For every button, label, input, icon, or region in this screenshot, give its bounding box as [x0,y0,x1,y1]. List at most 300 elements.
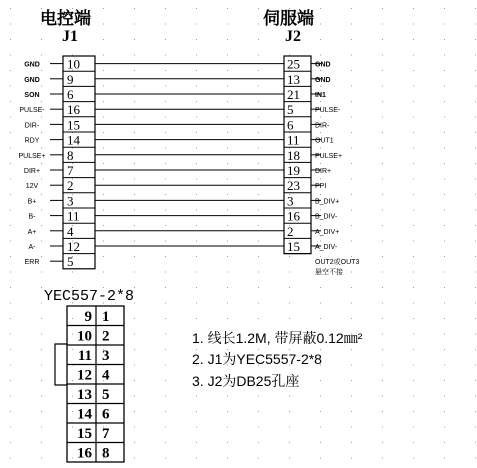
grid-dot [103,101,104,102]
grid-dot [41,256,42,257]
grid-dot [258,303,259,304]
grid-dot [41,334,42,335]
wiring-table [18,56,359,269]
grid-dot [227,117,228,118]
grid-dot [258,24,259,25]
grid-dot [227,256,228,257]
grid-dot [165,256,166,257]
grid-dot [475,396,476,397]
grid-dot [41,380,42,381]
grid-dot [351,272,352,273]
grid-dot [165,55,166,56]
j2-pin-number: 16 [287,208,300,224]
grid-dot [72,427,73,428]
grid-dot [10,179,11,180]
grid-dot [10,458,11,459]
grid-dot [475,117,476,118]
grid-dot [475,132,476,133]
j2-pin-number: 15 [287,239,300,254]
grid-dot [165,8,166,9]
j1-label: J1 [62,28,78,45]
grid-dot [351,70,352,71]
note-2: 2. J1为YEC5557-2*8 [192,351,322,367]
grid-dot [103,163,104,164]
grid-dot [165,427,166,428]
j1-pin-number: 11 [67,208,80,224]
grid-dot [103,194,104,195]
grid-dot [165,349,166,350]
connector-pin-left: 14 [77,406,92,423]
grid-dot [258,70,259,71]
grid-dot [196,427,197,428]
grid-dot [258,442,259,443]
grid-dot [196,411,197,412]
grid-dot [10,8,11,9]
connector-pin-left: 12 [77,367,92,384]
j2-signal-label: PULSE- [315,107,341,115]
connector-pin-left: 15 [77,426,92,442]
j2-title: 伺服端 [263,9,314,28]
grid-dot [41,70,42,71]
grid-dot [413,272,414,273]
grid-dot [41,427,42,428]
grid-dot [196,396,197,397]
grid-dot [103,179,104,180]
grid-dot [444,458,445,459]
j2-signal-label: PULSE+ [315,152,343,160]
grid-dot [227,318,228,319]
grid-dot [134,148,135,149]
grid-dot [289,396,290,397]
grid-dot [382,210,383,211]
grid-dot [258,55,259,56]
grid-dot [258,39,259,40]
grid-dot [444,334,445,335]
j2-signal-label: IN1 [315,92,326,99]
grid-dot [258,349,259,350]
grid-dot [165,396,166,397]
grid-dot [382,117,383,118]
grid-dot [103,86,104,87]
grid-dot [196,272,197,273]
grid-dot [320,287,321,288]
grid-dot [475,458,476,459]
grid-dot [351,194,352,195]
grid-dot [10,411,11,412]
grid-dot [289,287,290,288]
grid-dot [41,225,42,226]
grid-dot [41,55,42,56]
grid-dot [227,241,228,242]
grid-dot [227,163,228,164]
grid-dot [165,411,166,412]
grid-dot [413,256,414,257]
grid-dot [413,8,414,9]
grid-dot [444,303,445,304]
grid-dot [196,241,197,242]
grid-dot [413,396,414,397]
grid-dot [413,39,414,40]
grid-dot [227,55,228,56]
grid-dot [196,194,197,195]
j1-pin-number: 16 [67,102,80,118]
grid-dot [165,70,166,71]
j2-pin-number: 21 [287,87,300,102]
grid-dot [134,70,135,71]
connector-pin-right: 6 [102,406,110,423]
grid-dot [444,148,445,149]
grid-dot [475,241,476,242]
grid-dot [41,241,42,242]
grid-dot [103,132,104,133]
grid-dot [227,101,228,102]
grid-dot [258,179,259,180]
grid-dot [475,210,476,211]
grid-dot [10,365,11,366]
grid-dot [444,117,445,118]
grid-dot [413,148,414,149]
grid-dot [134,411,135,412]
grid-dot [351,132,352,133]
grid-dot [382,39,383,40]
grid-dot [382,380,383,381]
grid-dot [165,101,166,102]
grid-dot [351,349,352,350]
j1-pin-number: 8 [67,147,74,163]
grid-dot [10,210,11,211]
grid-dot [320,396,321,397]
grid-dot [320,39,321,40]
grid-dot [444,39,445,40]
grid-dot [382,442,383,443]
grid-dot [382,8,383,9]
grid-dot [351,458,352,459]
grid-dot [320,427,321,428]
grid-dot [10,287,11,288]
grid-dot [351,365,352,366]
grid-dot [134,132,135,133]
grid-dot [72,411,73,412]
j1-title: 电控端 [40,9,91,28]
grid-dot [134,287,135,288]
grid-dot [382,256,383,257]
j1-signal-label: A- [28,244,36,251]
grid-dot [351,442,352,443]
grid-dot [444,225,445,226]
grid-dot [413,380,414,381]
grid-dot [382,70,383,71]
grid-dot [134,380,135,381]
connector-pin-left: 16 [77,445,92,462]
grid-dot [103,225,104,226]
grid-dot [41,39,42,40]
grid-dot [165,287,166,288]
grid-dot [41,287,42,288]
grid-dot [382,396,383,397]
grid-dot [382,241,383,242]
connector-pin-left: 13 [77,387,92,403]
grid-dot [41,163,42,164]
grid-dot [475,101,476,102]
grid-dot [134,225,135,226]
grid-dot [10,272,11,273]
grid-dot [444,427,445,428]
grid-dot [475,411,476,412]
grid-dot [413,194,414,195]
grid-dot [165,24,166,25]
grid-dot [320,86,321,87]
grid-dot [444,365,445,366]
grid-dot [320,411,321,412]
grid-dot [103,24,104,25]
grid-dot [320,303,321,304]
grid-dot [413,303,414,304]
grid-dot [413,349,414,350]
j2-signal-label: A_DIV- [315,244,338,251]
grid-dot [475,318,476,319]
grid-dot [10,101,11,102]
grid-dot [444,287,445,288]
grid-dot [320,318,321,319]
grid-dot [351,148,352,149]
j2-signal-label: OUT1 [315,137,334,145]
j2-signal-label: GND [315,76,331,84]
grid-dot [351,287,352,288]
grid-dot [41,396,42,397]
grid-dot [227,8,228,9]
grid-dot [41,349,42,350]
grid-dot [227,396,228,397]
grid-dot [41,148,42,149]
grid-dot [103,8,104,9]
grid-dot [258,210,259,211]
grid-dot [444,411,445,412]
grid-dot [382,163,383,164]
grid-dot [351,427,352,428]
grid-dot [475,86,476,87]
grid-dot [351,241,352,242]
grid-dot [103,70,104,71]
grid-dot [41,210,42,211]
note-3: 3. J2为DB25孔座 [192,373,300,389]
grid-dot [227,132,228,133]
grid-dot [413,442,414,443]
grid-dot [382,365,383,366]
grid-dot [227,86,228,87]
grid-dot [382,194,383,195]
grid-dot [475,148,476,149]
connector-pin-right: 1 [102,309,110,325]
grid-dot [413,210,414,211]
grid-dot [320,225,321,226]
grid-dot [227,179,228,180]
grid-dot [382,24,383,25]
grid-dot [227,210,228,211]
connector-pin-left: 9 [84,309,92,325]
grid-dot [258,411,259,412]
j1-signal-label: PULSE+ [18,152,46,160]
grid-dot [10,225,11,226]
grid-dot [165,272,166,273]
grid-dot [258,272,259,273]
grid-dot [10,132,11,133]
grid-dot [196,225,197,226]
connector-pin-right: 5 [102,387,110,403]
grid-dot [72,349,73,350]
grid-dot [475,55,476,56]
grid-dot [258,256,259,257]
grid-dot [289,349,290,350]
grid-dot [258,241,259,242]
grid-dot [227,303,228,304]
j2-label: J2 [285,28,301,45]
grid-dot [351,396,352,397]
grid-dot [475,8,476,9]
grid-dot [134,256,135,257]
grid-dot [320,24,321,25]
grid-dot [351,163,352,164]
grid-dot [413,179,414,180]
grid-dot [165,303,166,304]
j1-signal-label: GND [24,76,40,84]
grid-dot [289,318,290,319]
j2-pin-number: 25 [287,56,300,72]
grid-dot [196,163,197,164]
grid-dot [165,163,166,164]
grid-dot [165,442,166,443]
j1-pin-number: 10 [67,56,80,72]
grid-dot [413,101,414,102]
grid-dot [382,55,383,56]
grid-dot [134,334,135,335]
grid-dot [382,303,383,304]
grid-dot [475,365,476,366]
grid-dot [444,380,445,381]
grid-dot [134,179,135,180]
j1-signal-label: DIR+ [23,168,41,175]
grid-dot [382,411,383,412]
grid-dot [258,117,259,118]
grid-dot [103,272,104,273]
grid-dot [134,396,135,397]
grid-dot [165,179,166,180]
grid-dot [10,117,11,118]
grid-dot [134,272,135,273]
grid-dot [72,272,73,273]
grid-dot [10,442,11,443]
grid-dot [475,349,476,350]
j1-signal-label: SON [24,92,40,99]
grid-dot [444,24,445,25]
grid-dot [475,225,476,226]
grid-dot [444,241,445,242]
grid-dot [196,349,197,350]
grid-dot [413,287,414,288]
j2-signal-label: PPI [315,183,327,191]
grid-dot [41,272,42,273]
j1-pin-number: 7 [67,163,74,178]
j2-pin-number: 2 [287,223,294,239]
grid-dot [103,117,104,118]
grid-dot [382,287,383,288]
j2-pin-number: 3 [287,193,294,209]
grid-dot [165,210,166,211]
connector-pinout [55,306,124,462]
grid-dot [72,334,73,335]
j2-signal-label: OUT2或OUT3 [315,259,360,267]
grid-dot [382,86,383,87]
grid-dot [413,334,414,335]
grid-dot [227,287,228,288]
grid-dot [10,318,11,319]
grid-dot [444,8,445,9]
grid-dot [320,117,321,118]
grid-dot [351,55,352,56]
grid-dot [444,179,445,180]
grid-dot [413,24,414,25]
grid-dot [134,163,135,164]
grid-dot [196,132,197,133]
grid-dot [165,148,166,149]
grid-dot [196,210,197,211]
grid-dot [134,427,135,428]
grid-dot [165,318,166,319]
grid-dot [41,117,42,118]
grid-dot [320,148,321,149]
grid-dot [382,334,383,335]
connector-pin-right: 3 [102,348,110,364]
grid-dot [351,8,352,9]
grid-dot [134,86,135,87]
grid-dot [320,210,321,211]
grid-dot [10,427,11,428]
grid-dot [444,132,445,133]
grid-dot [351,179,352,180]
grid-dot [413,225,414,226]
grid-dot [134,39,135,40]
note-1: 1. 线长1.2M, 带屏蔽0.12㎜² [192,330,363,346]
grid-dot [413,411,414,412]
grid-dot [258,8,259,9]
grid-dot [289,303,290,304]
grid-dot [10,55,11,56]
grid-dot [196,458,197,459]
grid-dot [382,132,383,133]
j2-pin-number: 6 [287,117,294,133]
grid-dot [103,241,104,242]
grid-dot [165,365,166,366]
grid-dot [72,380,73,381]
grid-dot [413,241,414,242]
grid-dot [289,411,290,412]
grid-dot [320,163,321,164]
grid-dot [475,427,476,428]
grid-dot [227,194,228,195]
j2-pin-number: 18 [287,147,300,163]
j2-pin-number: 19 [287,163,300,178]
grid-dot [10,163,11,164]
j2-signal-label: DIR- [315,122,330,130]
grid-dot [10,396,11,397]
grid-dot [258,148,259,149]
grid-dot [382,225,383,226]
j2-pin-number: 11 [287,132,300,148]
grid-dot [258,318,259,319]
grid-dot [289,55,290,56]
connector-latch-key [55,344,67,385]
grid-dot [134,303,135,304]
grid-dot [413,458,414,459]
